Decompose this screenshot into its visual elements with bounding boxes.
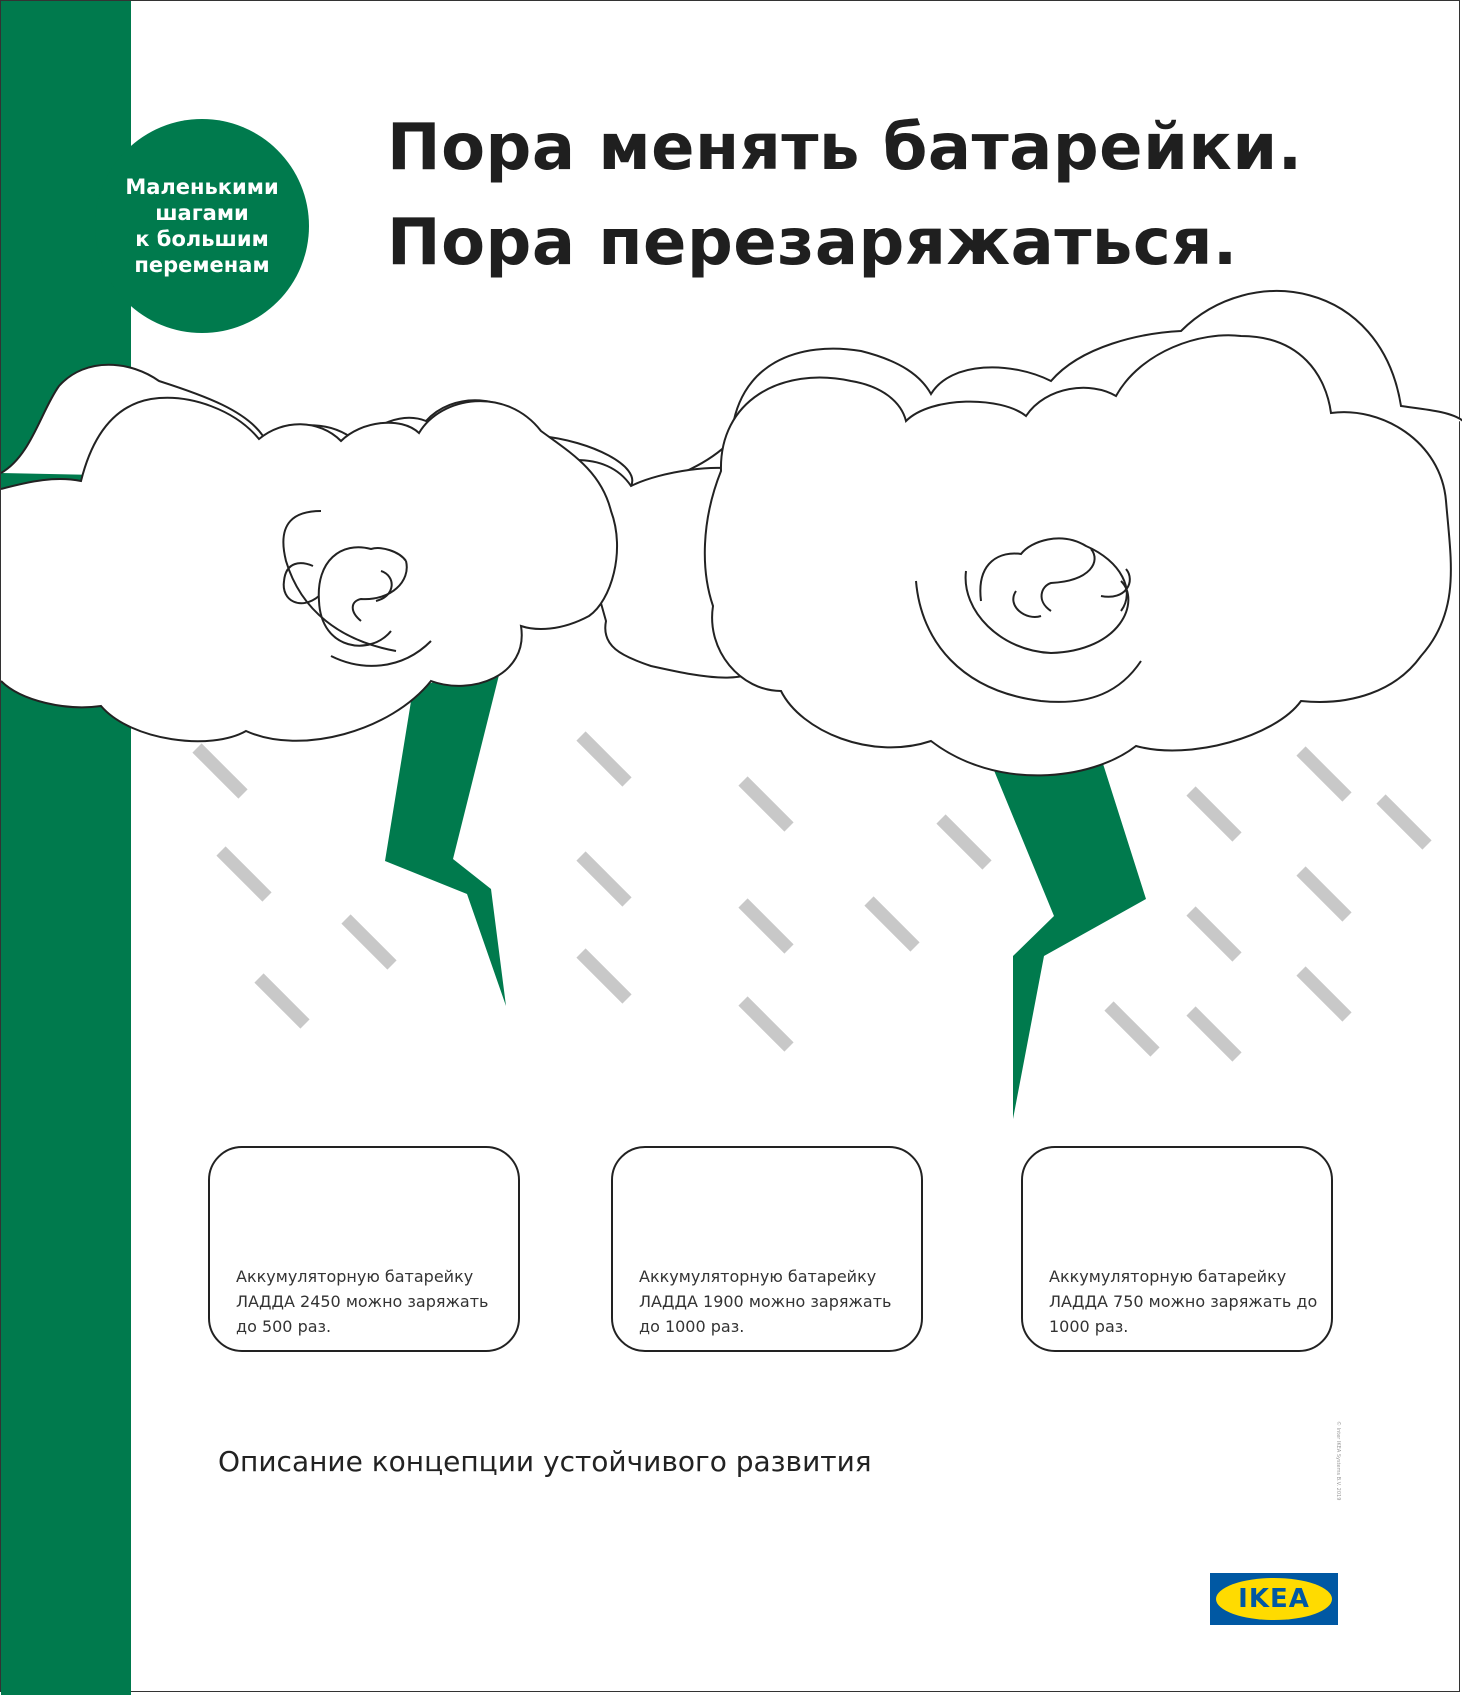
- headline-line-2: Пора перезаряжаться.: [387, 206, 1238, 280]
- battery-card-text: Аккумуляторную батарейку ЛАДДА 750 можно заряжать до 1000 раз.: [1049, 1267, 1318, 1336]
- rain-drop: [1301, 751, 1347, 797]
- lightning-bolt-right: [986, 726, 1146, 1119]
- rain-drop: [1109, 1006, 1155, 1052]
- rain-drop: [1191, 911, 1237, 957]
- battery-card-2: [611, 1146, 923, 1352]
- sustainability-concept-label: Описание концепции устойчивого развития: [218, 1445, 872, 1478]
- battery-card-3: [1021, 1146, 1333, 1352]
- rain-drop: [259, 978, 305, 1024]
- rain-drop: [1191, 1011, 1237, 1057]
- rain-drop: [743, 903, 789, 949]
- headline-line-1: Пора менять батарейки.: [387, 111, 1303, 185]
- rain-drop: [197, 748, 243, 794]
- rain-drop: [743, 1001, 789, 1047]
- rain-drop: [221, 851, 267, 897]
- rain-drop: [581, 736, 627, 782]
- battery-card-1: [208, 1146, 520, 1352]
- ikea-logo-text: IKEA: [1238, 1584, 1310, 1614]
- rain-drop: [1301, 971, 1347, 1017]
- ikea-logo-oval: [1216, 1578, 1332, 1620]
- rain-drop: [346, 919, 392, 965]
- rain-drop: [581, 953, 627, 999]
- headline: [387, 101, 1303, 291]
- rain: [197, 736, 1427, 1057]
- slogan-badge: [95, 119, 309, 333]
- ikea-logo: [1210, 1573, 1338, 1625]
- rain-drop: [743, 781, 789, 827]
- battery-card-text: Аккумуляторную батарейку ЛАДДА 2450 можно заряжать до 500 раз.: [236, 1267, 489, 1336]
- lightning-bolt-left: [385, 659, 506, 1006]
- battery-card-text: Аккумуляторную батарейку ЛАДДА 1900 можно заряжать до 1000 раз.: [639, 1267, 892, 1336]
- slogan-badge-text: Маленькими шагами к большим переменам: [125, 175, 279, 277]
- rain-drop: [941, 819, 987, 865]
- copyright-note: © Inter IKEA Systems B.V. 2019: [1335, 1421, 1341, 1501]
- rain-drop: [581, 856, 627, 902]
- rain-drop: [1191, 791, 1237, 837]
- rain-drop: [869, 901, 915, 947]
- rain-drop: [1381, 799, 1427, 845]
- rain-drop: [1301, 871, 1347, 917]
- cloud-left: [1, 398, 617, 741]
